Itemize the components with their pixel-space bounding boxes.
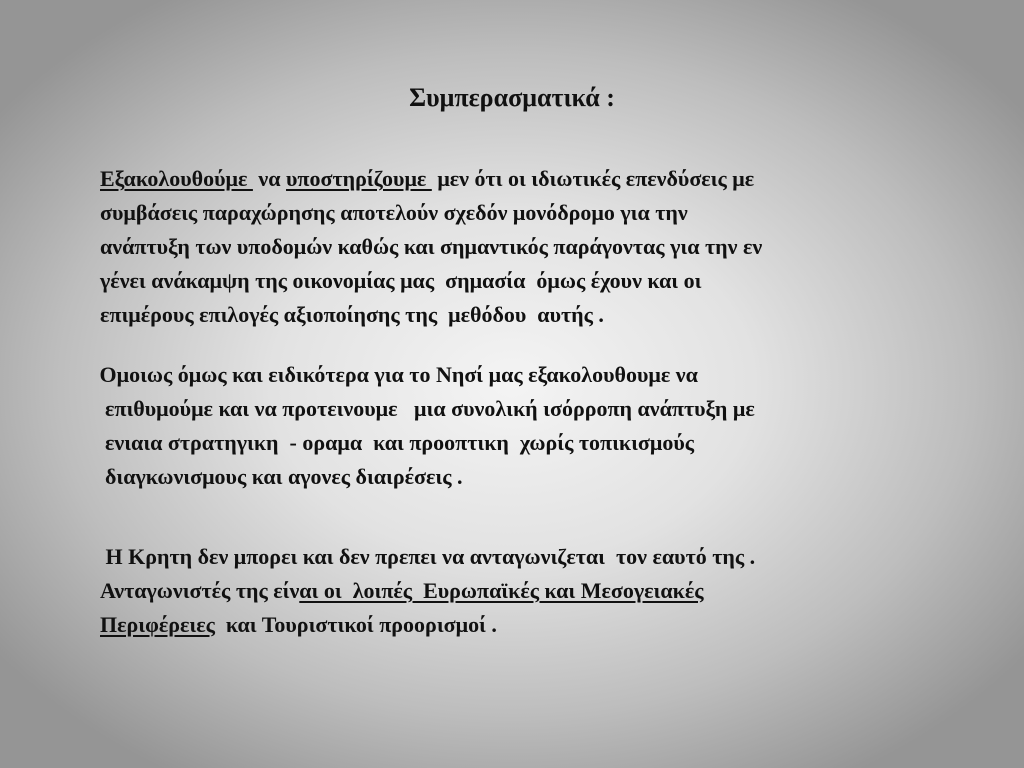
paragraph-line: συμβάσεις παραχώρησης αποτελούν σχεδόν μονόδρομο για την: [100, 200, 688, 225]
underlined-text: υποστηρίζουμε: [286, 166, 432, 191]
paragraph-line: [100, 574, 755, 608]
slide-title: Συμπερασματικά :: [409, 83, 615, 112]
underlined-text: Εξακολουθούμε: [100, 166, 253, 191]
underlined-text: αι οι λοιπές Ευρωπαϊκές και Μεσογειακές: [299, 578, 704, 603]
paragraph-line: ανάπτυξη των υποδομών καθώς και σημαντικός παράγοντας για την εν: [100, 234, 763, 259]
paragraph-line: [100, 162, 762, 196]
paragraph-line: ενιαια στρατηγικη - οραμα και προοπτικη χωρίς τοπικισμούς: [94, 430, 695, 455]
paragraph-line: γένει ανάκαμψη της οικονομίας μας σημασία όμως έχουν και οι: [100, 268, 702, 293]
paragraph-island-development: [94, 358, 755, 494]
paragraph-line: επιθυμούμε και να προτεινουμε μια συνολική ισόρροπη ανάπτυξη με: [94, 396, 755, 421]
paragraph-line: επιμέρους επιλογές αξιοποίησης της μεθόδου αυτής .: [100, 302, 604, 327]
paragraph-crete-competition: [100, 540, 755, 642]
underlined-text: Περιφέρειες: [100, 612, 215, 637]
paragraph-line: διαγκωνισμους και αγονες διαιρέσεις .: [94, 464, 463, 489]
text-segment: να: [252, 166, 287, 191]
paragraph-private-investments: [100, 162, 762, 332]
text-segment: και Τουριστικοί προορισμοί .: [214, 612, 497, 637]
paragraph-line: Ομοιως όμως και ειδικότερα για το Νησί μας εξακολουθουμε να: [94, 362, 698, 387]
text-segment: Ανταγωνιστές της είν: [100, 578, 300, 603]
paragraph-line: Η Κρητη δεν μπορει και δεν πρεπει να ανταγωνιζεται τον εαυτό της .: [100, 544, 756, 569]
text-segment: μεν ότι οι ιδιωτικές επενδύσεις με: [431, 166, 755, 191]
paragraph-line: [100, 608, 755, 642]
